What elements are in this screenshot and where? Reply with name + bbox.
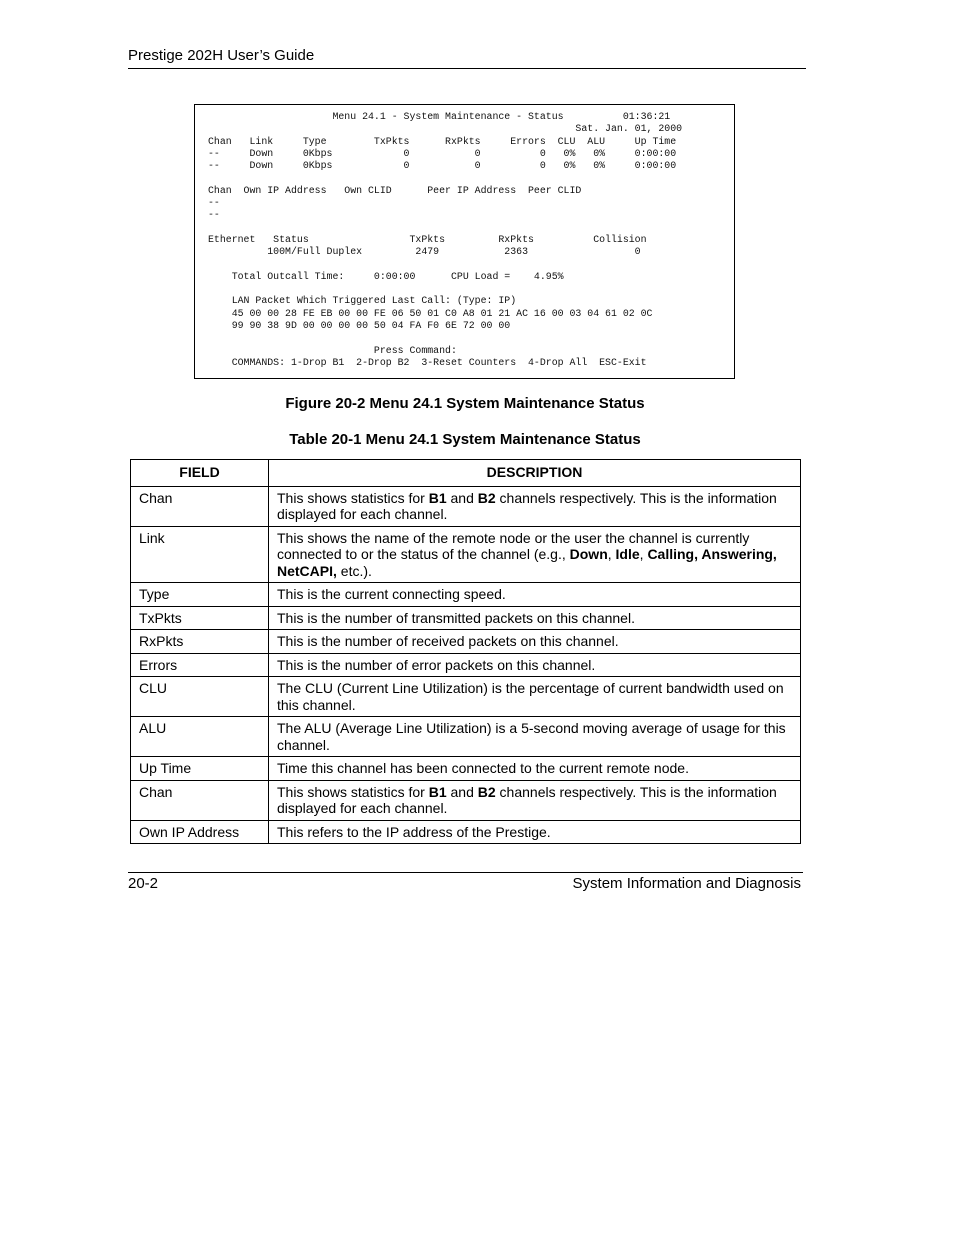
- description-text: and: [446, 489, 478, 506]
- description-cell: [269, 526, 801, 583]
- table-caption: Table 20-1 Menu 24.1 System Maintenance Status: [289, 431, 641, 448]
- terminal-line: Chan Own IP Address Own CLID Peer IP Address Peer CLID: [208, 184, 582, 196]
- field-cell: Errors: [131, 653, 269, 677]
- description-text: ,: [639, 546, 648, 562]
- field-cell: CLU: [131, 677, 269, 717]
- description-bold-text: B2: [477, 489, 496, 506]
- description-text: etc.).: [336, 562, 372, 579]
- field-cell: Type: [131, 583, 269, 607]
- description-text: This is the number of received packets on this channel.: [277, 633, 619, 649]
- description-column-header: DESCRIPTION: [269, 460, 801, 487]
- table-row: [131, 717, 801, 757]
- field-cell: RxPkts: [131, 630, 269, 654]
- description-bold-text: B1: [428, 489, 447, 506]
- description-cell: [269, 780, 801, 820]
- terminal-screen: [194, 104, 735, 379]
- footer-rule: [128, 872, 803, 873]
- description-bold-text: Calling, Answering, NetCAPI,: [277, 546, 777, 579]
- terminal-line: 45 00 00 28 FE EB 00 00 FE 06 50 01 C0 A8 01 21 AC 16 00 03 04 61 02 0C: [208, 307, 653, 319]
- field-cell: TxPkts: [131, 606, 269, 630]
- description-text: channels respectively. This is the information displayed for each channel.: [277, 489, 777, 522]
- running-header: Prestige 202H User’s Guide: [128, 47, 315, 64]
- field-cell: Chan: [131, 486, 269, 526]
- description-text: channels respectively. This is the information displayed for each channel.: [277, 783, 777, 816]
- terminal-line: Sat. Jan. 01, 2000: [208, 123, 683, 135]
- description-bold-text: B2: [477, 783, 496, 800]
- description-text: The ALU (Average Line Utilization) is a 5-second moving average of usage for this channel.: [277, 720, 786, 753]
- terminal-line: -- Down 0Kbps 0 0 0 0% 0% 0:00:00: [208, 160, 677, 172]
- description-text: This is the number of error packets on this channel.: [277, 656, 596, 673]
- description-text: This refers to the IP address of the Prestige.: [277, 823, 551, 840]
- table-row: [131, 757, 801, 781]
- terminal-line: Ethernet Status TxPkts RxPkts Collision: [208, 233, 647, 245]
- description-cell: [269, 653, 801, 677]
- terminal-line: -- Down 0Kbps 0 0 0 0% 0% 0:00:00: [208, 147, 677, 159]
- description-cell: [269, 583, 801, 607]
- description-bold-text: Down: [569, 546, 608, 562]
- terminal-line: Press Command:: [208, 344, 457, 356]
- chapter-title: System Information and Diagnosis: [572, 875, 801, 892]
- description-cell: [269, 717, 801, 757]
- description-text: This is the current connecting speed.: [277, 586, 506, 602]
- table-row: [131, 583, 801, 607]
- description-text: This shows the name of the remote node or the user the channel is currently connected to or the status of the channel (e.g.,: [277, 529, 750, 562]
- terminal-line: --: [208, 197, 220, 209]
- table-row: [131, 677, 801, 717]
- terminal-line: --: [208, 209, 220, 221]
- description-cell: [269, 820, 801, 844]
- table-row: [131, 820, 801, 844]
- description-bold-text: B1: [428, 783, 447, 800]
- description-text: This shows statistics for: [277, 489, 429, 506]
- description-cell: [269, 606, 801, 630]
- table-row: [131, 780, 801, 820]
- figure-caption: Figure 20-2 Menu 24.1 System Maintenance Status: [285, 395, 645, 412]
- terminal-line: COMMANDS: 1-Drop B1 2-Drop B2 3-Reset Counters 4-Drop All ESC-Exit: [208, 356, 647, 368]
- field-column-header: FIELD: [131, 460, 269, 487]
- terminal-text: [208, 111, 682, 369]
- field-cell: Own IP Address: [131, 820, 269, 844]
- table-row: [131, 653, 801, 677]
- description-text: This is the number of transmitted packets on this channel.: [277, 609, 635, 626]
- terminal-line: 99 90 38 9D 00 00 00 00 50 04 FA F0 6E 72 00 00: [208, 320, 511, 332]
- header-rule: [128, 68, 806, 69]
- table-row: [131, 526, 801, 583]
- description-bold-text: Idle: [615, 546, 640, 562]
- field-cell: Link: [131, 526, 269, 583]
- table-row: [131, 630, 801, 654]
- terminal-line: Menu 24.1 - System Maintenance - Status 01:36:21: [208, 111, 671, 122]
- field-cell: ALU: [131, 717, 269, 757]
- description-text: and: [446, 783, 478, 800]
- description-text: ,: [607, 546, 616, 562]
- description-text: This shows statistics for: [277, 783, 429, 800]
- terminal-line: LAN Packet Which Triggered Last Call: (Type: IP): [208, 295, 517, 307]
- field-description-table: [130, 459, 801, 844]
- field-cell: Chan: [131, 780, 269, 820]
- description-text: Time this channel has been connected to the current remote node.: [277, 760, 689, 776]
- description-text: The CLU (Current Line Utilization) is the percentage of current bandwidth used on this channel.: [277, 680, 784, 713]
- description-cell: [269, 630, 801, 654]
- page-number: 20-2: [128, 875, 159, 892]
- description-cell: [269, 486, 801, 526]
- table-row: [131, 606, 801, 630]
- terminal-line: 100M/Full Duplex 2479 2363 0: [208, 246, 641, 258]
- terminal-line: Total Outcall Time: 0:00:00 CPU Load = 4.95%: [208, 270, 564, 282]
- table-row: [131, 486, 801, 526]
- table-header-row: [131, 460, 801, 487]
- terminal-line: Chan Link Type TxPkts RxPkts Errors CLU ALU Up Time: [208, 135, 677, 147]
- field-cell: Up Time: [131, 757, 269, 781]
- description-cell: [269, 757, 801, 781]
- description-cell: [269, 677, 801, 717]
